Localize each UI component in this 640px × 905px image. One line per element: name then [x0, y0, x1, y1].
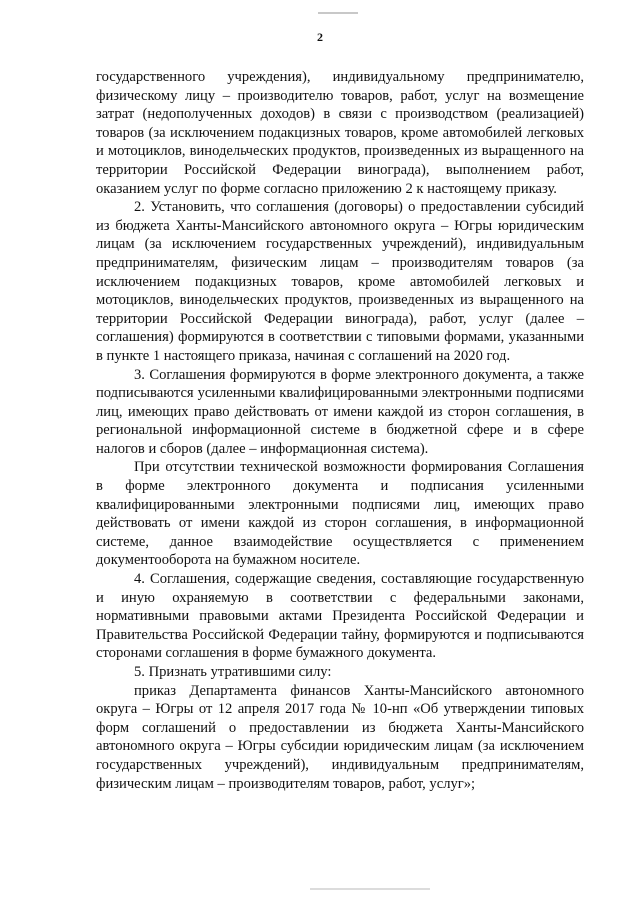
- scan-artifact: [310, 888, 430, 890]
- paragraph-7: приказ Департамента финансов Ханты-Мансийского автономного округа – Югры от 12 апреля 2017 года № 10-нп «Об утверждении типовых форм соглашений о предоставлении из бюджета Ханты-Мансийского автономного округа – Югры субсидии юридическим лицам (за исключением государственных учреждений), индивидуальным предпринимателям, физическим лицам – производителям товаров, работ, услуг»;: [96, 682, 584, 792]
- paragraph-1: государственного учреждения), индивидуальному предпринимателю, физическому лицу – производителю товаров, работ, услуг на возмещение затрат (недополученных доходов) в связи с производством (реализацией) товаров (за исключением подакцизных товаров, кроме автомобилей легковых и мотоциклов, винодельческих продуктов, произведенных из выращенного на территории Российской Федерации винограда), выполнением работ, оказанием услуг по форме согласно приложению 2 к настоящему приказу.: [96, 69, 584, 197]
- scan-artifact: [318, 12, 358, 14]
- paragraph-4: При отсутствии технической возможности формирования Соглашения в форме электронного документа и подписания усиленными квалифицированными электронными подписями лиц, имеющих право действовать от имени каждой из сторон соглашения, в информационной системе, данное взаимодействие осуществляется с применением документооборота на бумажном носителе.: [96, 459, 584, 569]
- paragraph-6: 5. Признать утратившими силу:: [134, 664, 332, 680]
- document-body: [96, 68, 584, 793]
- paragraph-2: 2. Установить, что соглашения (договоры) о предоставлении субсидий из бюджета Ханты-Мансийского автономного округа – Югры юридическим лицам (за исключением государственных учреждений), индивидуальным предпринимателям, физическим лицам – производителям товаров (за исключением подакцизных товаров, кроме автомобилей легковых и мотоциклов, винодельческих продуктов, произведенных из выращенного на территории Российской Федерации винограда), работ, услуг (далее – соглашения) формируются в соответствии с типовыми формами, указанными в пункте 1 настоящего приказа, начиная с соглашений на 2020 год.: [96, 199, 584, 364]
- paragraph-3: 3. Соглашения формируются в форме электронного документа, а также подписываются усиленными квалифицированными электронными подписями лиц, имеющих право действовать от имени каждой из сторон соглашения, в региональной информационной системе в бюджетной сфере и в сфере налогов и сборов (далее – информационная система).: [96, 366, 584, 457]
- paragraph-5: 4. Соглашения, содержащие сведения, составляющие государственную и иную охраняемую в соответствии с федеральными законами, нормативными правовыми актами Президента Российской Федерации и Правительства Российской Федерации тайну, формируются и подписываются сторонами соглашения в форме бумажного документа.: [96, 571, 584, 662]
- page-number: 2: [317, 30, 323, 44]
